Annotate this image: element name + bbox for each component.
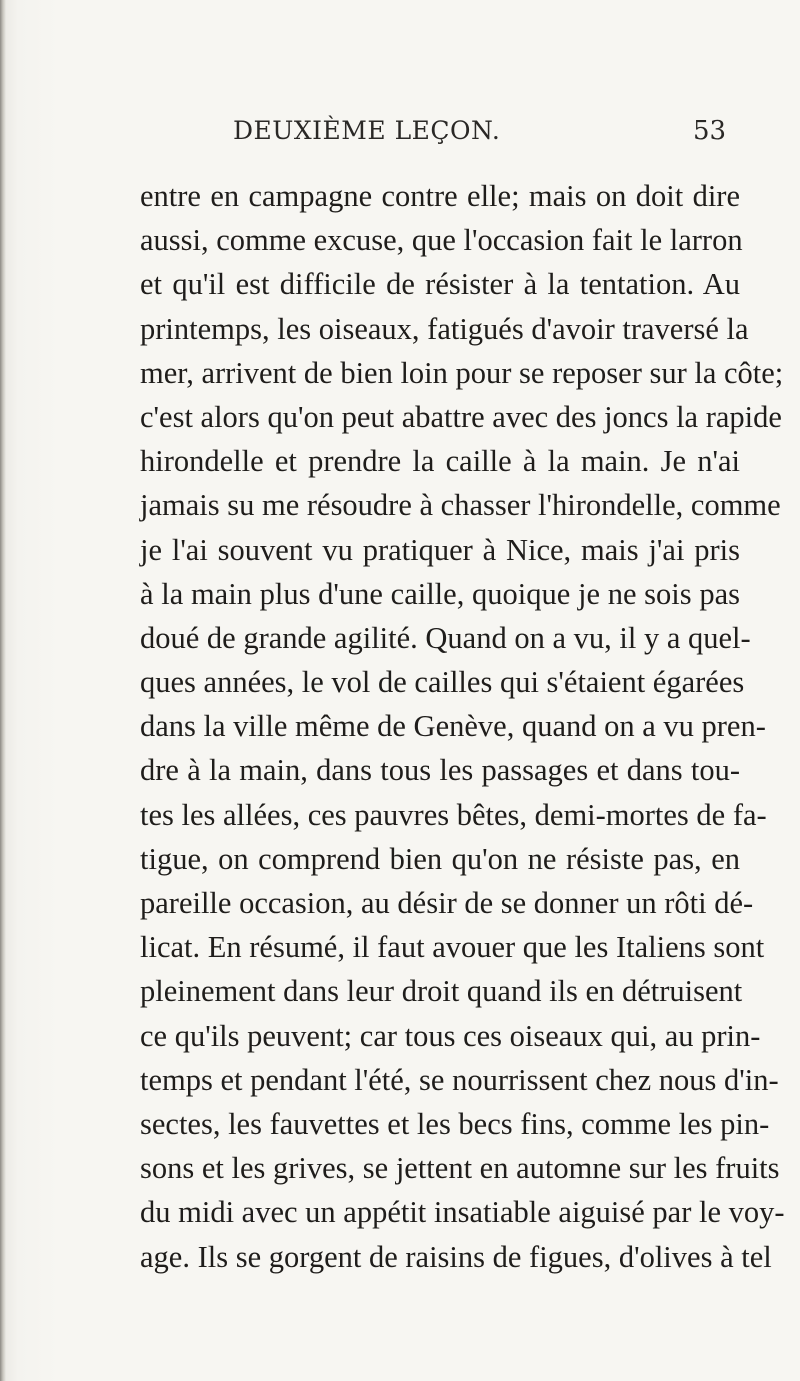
text-line: hirondelle et prendre la caille à la main. Je n'ai bbox=[140, 444, 740, 479]
text-line: licat. En résumé, il faut avouer que les Italiens sont bbox=[140, 930, 765, 965]
text-line: c'est alors qu'on peut abattre avec des joncs la rapide bbox=[140, 399, 782, 434]
page-binding-edge bbox=[0, 0, 6, 1381]
text-line: sectes, les fauvettes et les becs fins, comme les pin- bbox=[140, 1106, 770, 1141]
text-line: printemps, les oiseaux, fatigués d'avoir traversé la bbox=[140, 311, 749, 346]
text-line: à la main plus d'une caille, quoique je ne sois pas bbox=[140, 576, 740, 611]
chapter-title: DEUXIÈME LEÇON. bbox=[233, 116, 501, 145]
text-line: ce qu'ils peuvent; car tous ces oiseaux qui, au prin- bbox=[140, 1018, 761, 1053]
text-line: du midi avec un appétit insatiable aiguisé par le voy- bbox=[140, 1195, 785, 1230]
text-line: dre à la main, dans tous les passages et dans tou- bbox=[140, 753, 740, 788]
text-line: doué de grande agilité. Quand on a vu, il y a quel- bbox=[140, 620, 751, 655]
text-line: ques années, le vol de cailles qui s'étaient égarées bbox=[140, 665, 745, 700]
text-line: mer, arrivent de bien loin pour se reposer sur la côte; bbox=[140, 355, 784, 390]
text-line: pareille occasion, au désir de se donner un rôti dé- bbox=[140, 886, 754, 920]
text-line: entre en campagne contre elle; mais on doit dire bbox=[140, 179, 740, 213]
page-number: 53 bbox=[693, 116, 727, 146]
text-line: tes les allées, ces pauvres bêtes, demi-mortes de fa- bbox=[140, 797, 767, 832]
running-header bbox=[0, 116, 800, 156]
text-line: sons et les grives, se jettent en automne sur les fruits bbox=[140, 1151, 780, 1186]
body-text bbox=[140, 174, 785, 1279]
text-line: temps et pendant l'été, se nourrissent chez nous d'in- bbox=[140, 1062, 779, 1097]
text-line: tigue, on comprend bien qu'on ne résiste pas, en bbox=[140, 841, 740, 876]
text-line: aussi, comme excuse, que l'occasion fait le larron bbox=[140, 223, 743, 258]
text-line: age. Ils se gorgent de raisins de figues, d'olives à tel bbox=[140, 1239, 772, 1274]
text-line: et qu'il est difficile de résister à la tentation. Au bbox=[140, 267, 740, 302]
text-line: jamais su me résoudre à chasser l'hirondelle, comme bbox=[140, 488, 781, 523]
text-line: dans la ville même de Genève, quand on a vu pren- bbox=[140, 709, 766, 744]
text-line: pleinement dans leur droit quand ils en détruisent bbox=[140, 974, 743, 1009]
text-line: je l'ai souvent vu pratiquer à Nice, mais j'ai pris bbox=[140, 532, 740, 567]
